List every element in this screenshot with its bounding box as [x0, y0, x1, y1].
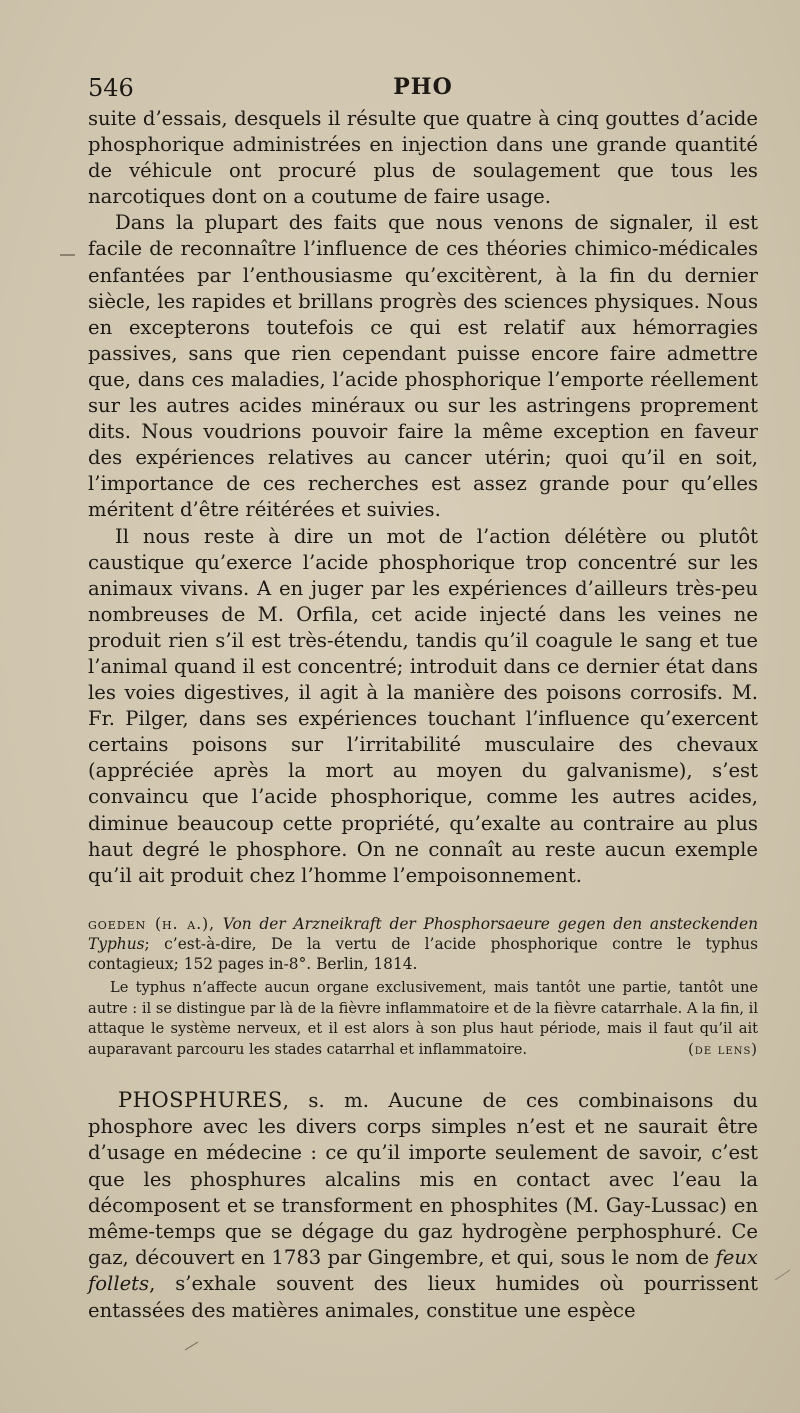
- paragraph-3: Il nous reste à dire un mot de l’action délétère ou plutôt caustique qu’exerce l’acide phosphorique trop concentré sur les animaux vivans. A en juger par les expériences d’ailleurs très-peu nombreuses de M. Orfila, cet acide injecté dans les veines ne produit rien s’il est très-étendu, tandis qu’il coagule le sang et tue l’animal quand il est concentré; introduit dans ce dernier état dans les voies digestives, il agit à la manière des poisons corrosifs. M. Fr. Pilger, dans ses expériences touchant l’influence qu’exercent certains poisons sur l’irritabilité musculaire des chevaux (appréciée après la mort au moyen du galvanisme), s’est convaincu que l’acide phosphorique, comme les autres acides, diminue beaucoup cette propriété, qu’exalte au contraire au plus haut degré le phosphore. On ne connaît au reste aucun exemple qu’il ait produit chez l’homme l’empoisonnement.: [88, 524, 758, 887]
- bib-details: ; c’est-à-dire, De la vertu de l’acide phosphorique contre le typhus contagieux; 152 pages in-8°. Berlin, 1814.: [88, 935, 758, 973]
- paragraph-1: suite d’essais, desquels il résulte que quatre à cinq gouttes d’acide phosphorique administrées en injection dans une grande quantité de véhicule ont procuré plus de soulagement que tous les narcotiques dont on a coutume de faire usage.: [88, 107, 758, 209]
- entry-text-1: , s. m. Aucune de ces combinaisons du phosphore avec les divers corps simples n’est et ne saurait être d’usage en médecine : ce qu’il importe seulement de savoir, c’est que les phosphures alcalins mis en contact avec l’eau la décomposent et se transforment en phosphites (M. Gay-Lussac) en même-temps que se dégage du gaz hydrogène perphosphuré. Ce gaz, découvert en 1783 par Gingembre, et qui, sous le nom de: [88, 1089, 758, 1270]
- pencil-mark-2: [775, 1270, 790, 1280]
- bib-attribution: (de lens): [688, 1040, 758, 1058]
- paragraph-2: Dans la plupart des faits que nous venons de signaler, il est facile de reconnaître l’influence de ces théories chimico-médicales enfantées par l’enthousiasme qu’excitèrent, à la fin du dernier siècle, les rapides et brillans progrès des sciences physiques. Nous en excepterons toutefois ce qui est relatif aux hémorragies passives, sans que rien cependant puisse encore faire admettre que, dans ces maladies, l’acide phosphorique l’emporte réellement sur les autres acides minéraux ou sur les astringens proprement dits. Nous voudrions pouvoir faire la même exception en faveur des expériences relatives au cancer utérin; quoi qu’il en soit, l’importance de ces recherches est assez grande pour qu’elles méritent d’être réitérées et suivies.: [88, 211, 758, 522]
- pencil-mark: [185, 1342, 198, 1350]
- entry-text-2: , s’exhale souvent des lieux humides où pourrissent entassées des matières animales, constitue une espèce: [88, 1272, 758, 1322]
- bib-author: goeden (h. a.),: [88, 915, 216, 933]
- entry-italic-term: feux follets: [88, 1246, 758, 1296]
- running-head: PHO: [393, 74, 453, 100]
- bib-note-text: Le typhus n’affecte aucun organe exclusivement, mais tantôt une partie, tantôt une autre : il se distingue par là de la fièvre inflammatoire et de la fièvre catarrhale. A la fin, il attaque le système nerveux, et il est alors à son plus haut période, mais il faut qu’il ait auparavant parcouru les stades catarrhal et inflammatoire.: [88, 979, 758, 1058]
- entry-headword: PHOSPHURES: [118, 1088, 283, 1112]
- bib-title: Von der Arzneikraft der Phosphorsaeure gegen den ansteckenden Typhus: [88, 915, 758, 953]
- page-number: 546: [88, 74, 134, 102]
